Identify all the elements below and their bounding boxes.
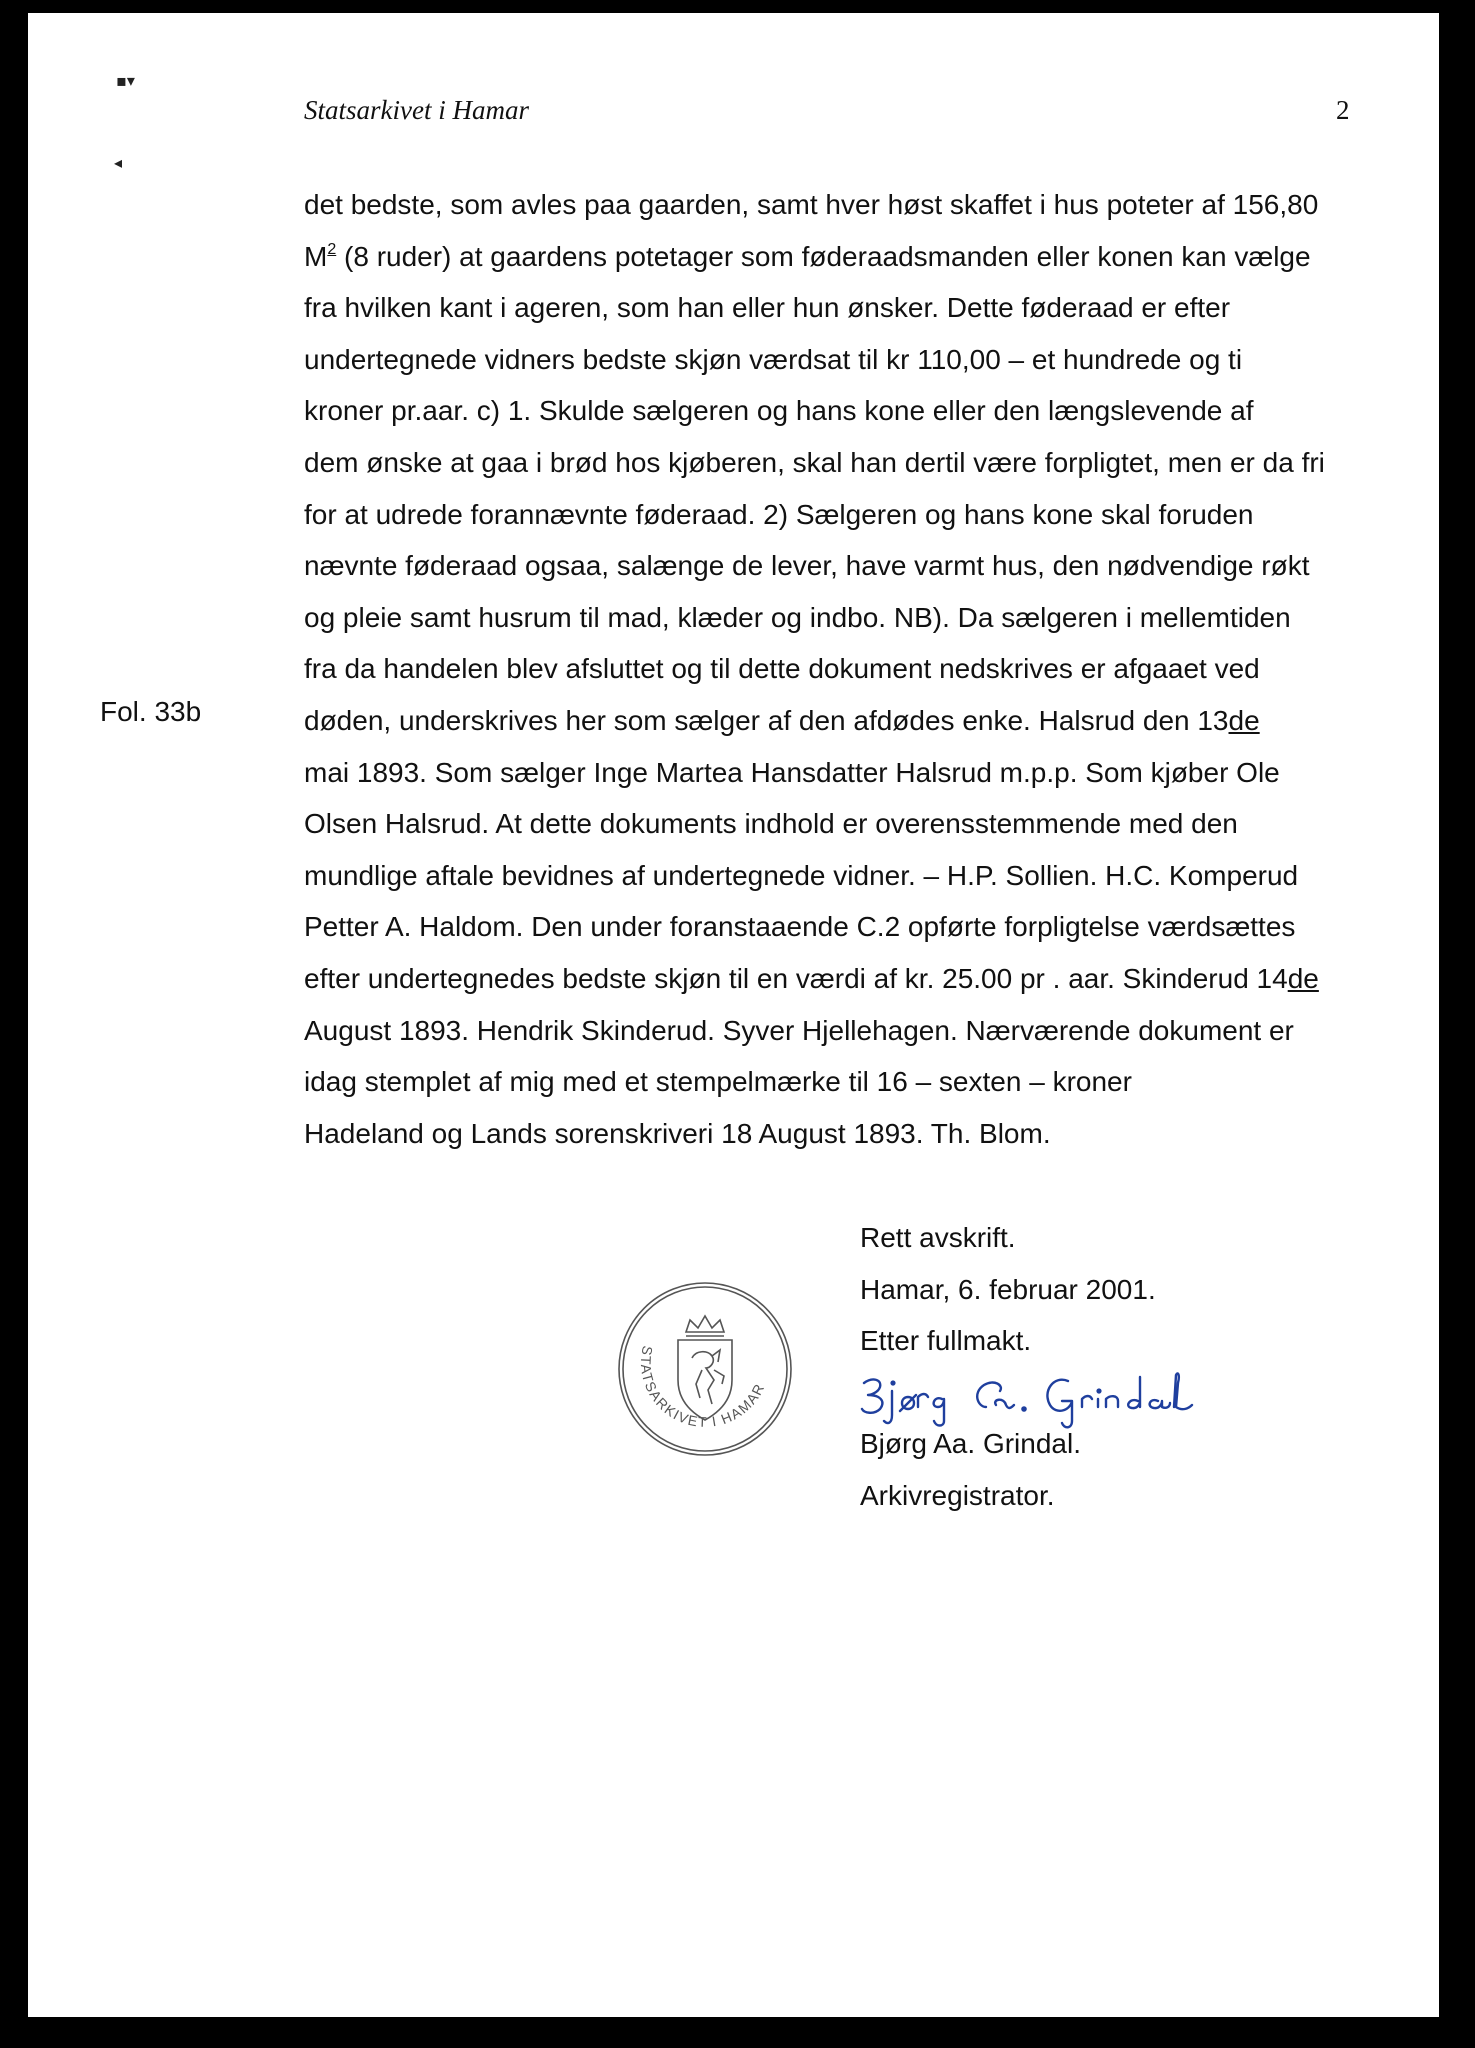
text-line-rest: (8 ruder) at gaardens potetager som føderaadsmanden eller konen kan vælge <box>336 240 1311 272</box>
certification-line: Rett avskrift. <box>860 1222 1016 1253</box>
superscript-text: 2 <box>327 240 337 258</box>
page-number: 2 <box>1336 95 1350 125</box>
text-line: fra da handelen blev afsluttet og til dette dokument nedskrives er afgaaet ved <box>304 653 1260 685</box>
text-line: dem ønske at gaa i brød hos kjøberen, skal han dertil være forpligtet, men er da fri <box>304 446 1325 478</box>
archive-seal-stamp <box>616 1280 794 1458</box>
text-line: nævnte føderaad ogsaa, salænge de lever, have varmt hus, den nødvendige røkt <box>304 550 1310 582</box>
ordinal-suffix: de <box>1228 704 1260 736</box>
text-line: Hadeland og Lands sorenskriveri 18 August 1893. Th. Blom. <box>304 1117 1051 1149</box>
text-line: undertegnede vidners bedste skjøn værdsat til kr 110,00 – et hundrede og ti <box>304 343 1243 375</box>
signer-title: Arkivregistrator. <box>860 1479 1055 1511</box>
ordinal-suffix: de <box>1287 962 1319 994</box>
seal-text: STATSARKIVET I HAMAR <box>637 1344 768 1430</box>
text-line <box>304 953 1394 1005</box>
text-line: for at udrede forannævnte føderaad. 2) Sælgeren og hans kone skal foruden <box>304 498 1254 530</box>
authority-line: Etter fullmakt. <box>860 1325 1032 1357</box>
text-line <box>304 695 1394 747</box>
text-line: kroner pr.aar. c) 1. Skulde sælgeren og hans kone eller den længslevende af <box>304 395 1254 427</box>
text-line: og pleie samt husrum til mad, klæder og indbo. NB). Da sælgeren i mellemtiden <box>304 601 1291 633</box>
text-line: mai 1893. Som sælger Inge Martea Hansdatter Halsrud m.p.p. Som kjøber Ole <box>304 756 1280 788</box>
signer-name: Bjørg Aa. Grindal. <box>860 1428 1081 1460</box>
text-line-start: døden, underskrives her som sælger af den afdødes enke. Halsrud den 13 <box>304 704 1229 736</box>
place-date-line: Hamar, 6. februar 2001. <box>860 1273 1156 1305</box>
scan-speck-mark: ◂ <box>114 153 123 172</box>
text-line: mundlige aftale bevidnes af undertegnede vidner. – H.P. Sollien. H.C. Komperud <box>304 859 1299 891</box>
folio-margin-note: Fol. 33b <box>100 696 202 727</box>
scan-speck-mark: ▪▾ <box>116 71 135 90</box>
handwritten-signature <box>858 1363 1258 1435</box>
text-line <box>304 231 1394 283</box>
text-line: Petter A. Haldom. Den under foranstaaende C.2 opførte forpligtelse værdsættes <box>304 911 1296 943</box>
text-line-start: efter undertegnedes bedste skjøn til en værdi af kr. 25.00 pr . aar. Skinderud 14 <box>304 962 1288 994</box>
unit-text: M <box>304 240 328 272</box>
text-line: Olsen Halsrud. At dette dokuments indhold er overensstemmende med den <box>304 808 1238 840</box>
text-line: August 1893. Hendrik Skinderud. Syver Hjellehagen. Nærværende dokument er <box>304 1014 1294 1046</box>
text-line: fra hvilken kant i ageren, som han eller hun ønsker. Dette føderaad er efter <box>304 292 1231 324</box>
document-page <box>28 13 1439 2017</box>
transcript-body <box>304 179 1394 1159</box>
text-line: idag stemplet af mig med et stempelmærke til 16 – sexten – kroner <box>304 1066 1132 1098</box>
archive-header: Statsarkivet i Hamar <box>304 95 529 125</box>
text-line: det bedste, som avles paa gaarden, samt hver høst skaffet i hus poteter af 156,80 <box>304 189 1319 220</box>
